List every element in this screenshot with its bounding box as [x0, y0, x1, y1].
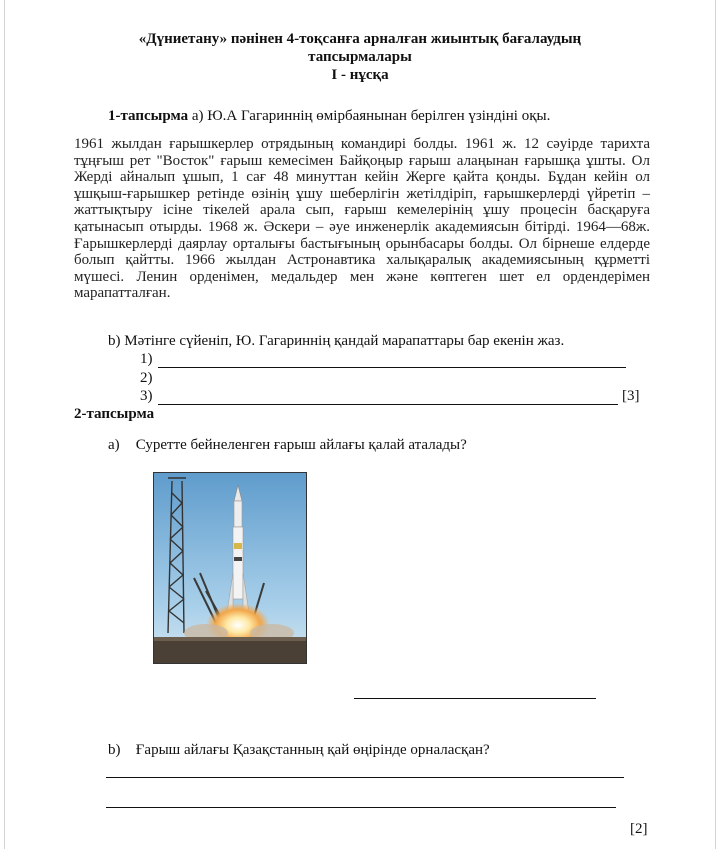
task2-title: 2-тапсырма [74, 406, 155, 422]
answer-1-line[interactable] [158, 367, 626, 368]
doc-variant: I - нұсқа [331, 67, 389, 83]
task2-question-b-label: b) [108, 742, 121, 758]
task1-question-b: b) Мәтінге сүйеніп, Ю. Гагариннің қандай марапаттары бар екенін жаз. [108, 333, 565, 349]
task2-score: [2] [630, 821, 648, 837]
biography-paragraph: 1961 жылдан ғарышкерлер отрядының командирі болды. 1961 ж. 12 сәуірде тарихта тұңғыш рет "Восток" ғарыш кемесімен Байқоңыр ғарыш алаңынан ғарышқа ұшты. Ол Жерді айналып ұшып, 1 сағ 48 минуттан кейін Жерге қайта қонды. Бұдан кейін ол ұшқыш-ғарышкер ретінде өзінің ұшу шеберлігін жетілдіріп, ғарышкерлерді үйретіп – жаттықтыру ісіне тікелей арала сып, ғарыш кемелерінің ұшу процесін басқаруға қатынасып отырды. 1968 ж. Әскери – әуе инженерлік академиясын бітірді. 1964—68ж. Ғарышкерлерді даярлау орталығы бастығының орынбасары болды. Ол бірнеше елдерде болып қайтты. 1966 жылдан Астронавтика халықаралық академиясының құрметті мүшесі. Ленин орденімен, медальдер мен және көптеген шет ел ордендерімен марапатталған. [74, 136, 650, 302]
doc-title-line2: тапсырмалары [308, 49, 412, 65]
doc-title-line1: «Дүниетану» пәнінен 4-тоқсанға арналған жиынтық бағалаудың [138, 31, 582, 47]
task2-question-b-text: Ғарыш айлағы Қазақстанның қай өңірінде орналасқан? [135, 742, 490, 758]
page-edge-left [4, 0, 5, 849]
task2-answer-a-line[interactable] [354, 698, 596, 699]
answer-3 [140, 388, 158, 405]
task2-question-b [108, 742, 490, 759]
task1-instruction: а) Ю.А Гагариннің өмірбаянынан берілген үзіндіні оқы. [191, 108, 551, 124]
answer-3-line[interactable] [158, 404, 618, 405]
task2-question-a-text: Суретте бейнеленген ғарыш айлағы қалай аталады? [135, 437, 467, 453]
task2-answer-b-line-1[interactable] [106, 777, 624, 778]
launch-pad-ground [154, 637, 307, 664]
task1-title: 1-тапсырма [108, 108, 189, 124]
task2-question-a [108, 437, 467, 454]
rocket-launch-photo [153, 472, 307, 664]
page-edge-right [715, 0, 716, 849]
answer-2-number: 2) [140, 370, 153, 386]
task1-heading [108, 108, 550, 125]
task2-question-a-label: a) [108, 437, 120, 453]
answer-3-number: 3) [140, 388, 153, 404]
answer-1 [140, 351, 158, 368]
answer-2 [140, 370, 158, 387]
answer-1-number: 1) [140, 351, 153, 367]
task1-score: [3] [622, 388, 640, 404]
task2-answer-b-line-2[interactable] [106, 807, 616, 808]
rocket-launch-illustration [154, 473, 307, 664]
